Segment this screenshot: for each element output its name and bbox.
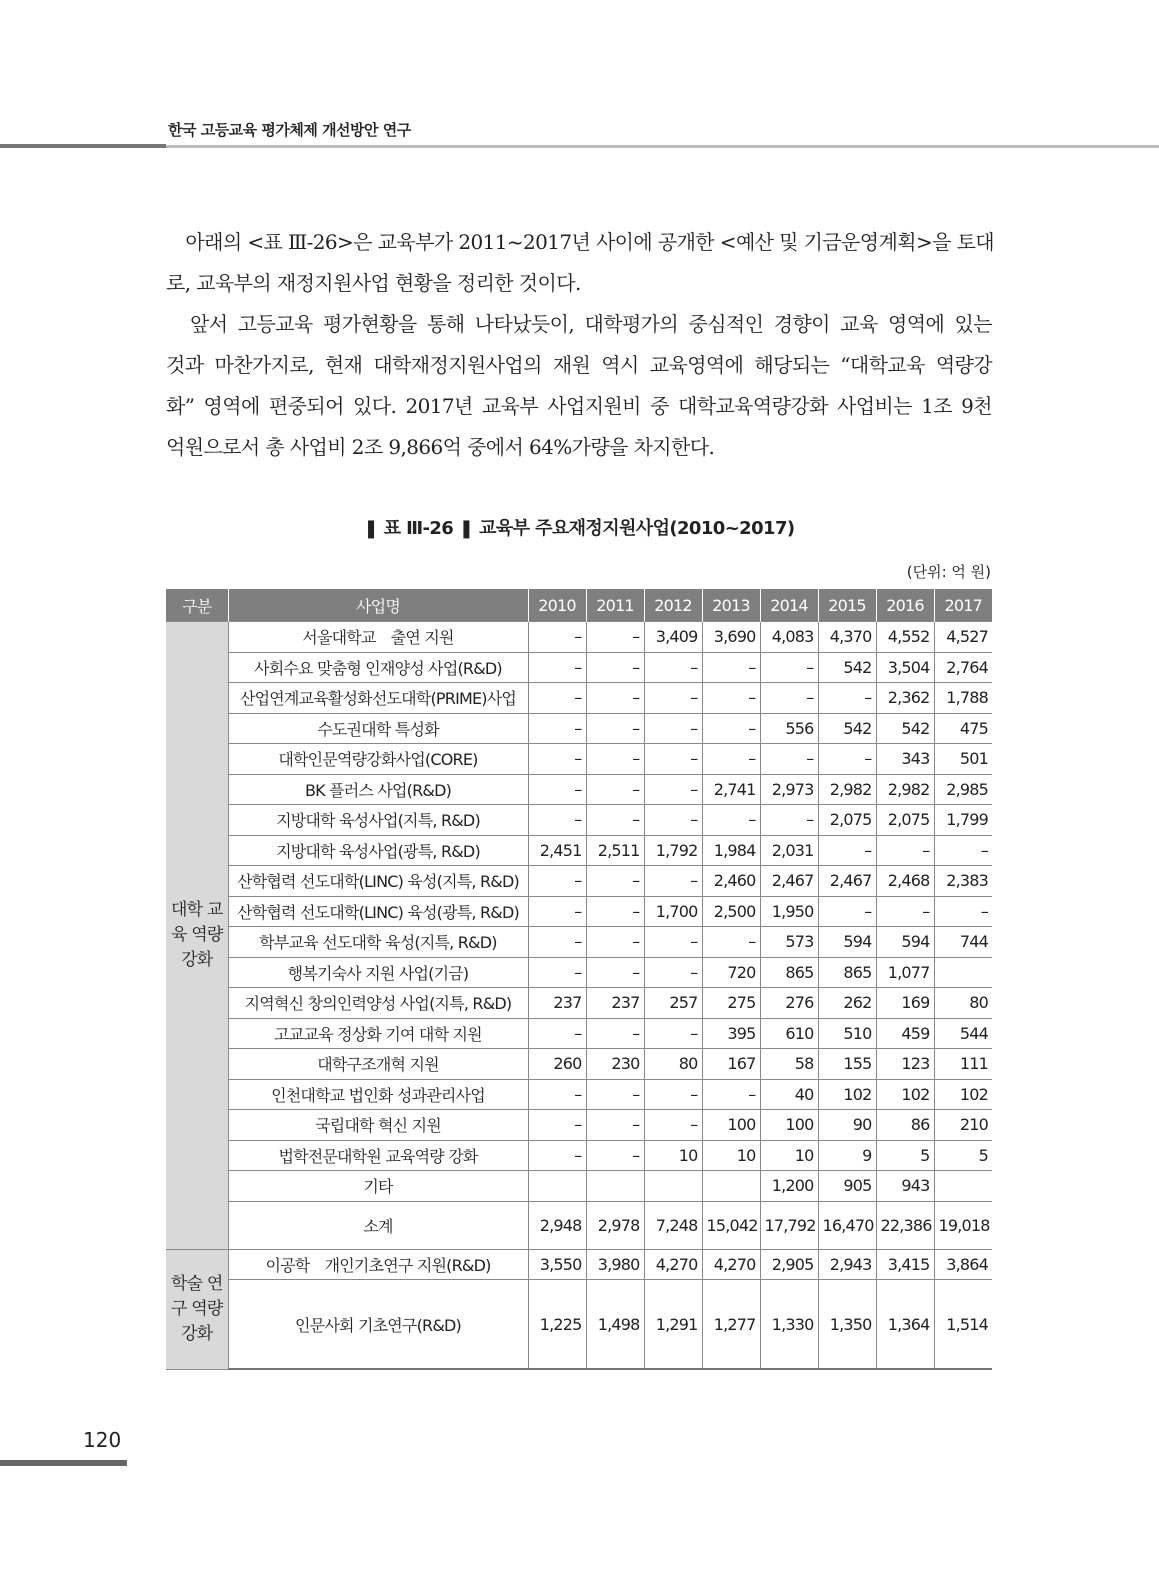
value-cell: 744	[934, 927, 992, 958]
value-cell: –	[760, 683, 818, 714]
value-cell: 1,291	[644, 1280, 702, 1370]
value-cell: –	[818, 744, 876, 775]
program-name: 서울대학교 출연 지원	[228, 622, 528, 653]
program-name: 국립대학 혁신 지원	[228, 1110, 528, 1141]
value-cell: 556	[760, 713, 818, 744]
value-cell: 86	[876, 1110, 934, 1141]
value-cell: 2,511	[586, 835, 644, 866]
value-cell: 80	[644, 1049, 702, 1080]
value-cell: 167	[702, 1049, 760, 1080]
value-cell	[934, 1171, 992, 1202]
value-cell: 7,248	[644, 1201, 702, 1249]
program-name: 사회수요 맞춤형 인재양성 사업(R&D)	[228, 652, 528, 683]
paragraph-line: 것과 마찬가지로, 현재 대학재정지원사업의 재원 역시 교육영역에 해당되는 “대학교육 역량강	[166, 353, 992, 377]
value-cell: 1,792	[644, 835, 702, 866]
value-cell: 100	[702, 1110, 760, 1141]
column-header: 사업명	[228, 589, 528, 622]
paragraph-line: 화” 영역에 편중되어 있다. 2017년 교육부 사업지원비 중 대학교육역량강화 사업비는 1조 9천	[166, 394, 992, 418]
table-unit: (단위: 억 원)	[906, 563, 991, 581]
value-cell: 237	[586, 988, 644, 1019]
column-header: 2017	[934, 589, 992, 622]
column-header: 2014	[760, 589, 818, 622]
value-cell: 155	[818, 1049, 876, 1080]
table-row	[166, 896, 992, 927]
value-cell: 573	[760, 927, 818, 958]
table-row	[166, 1171, 992, 1202]
value-cell: 510	[818, 1018, 876, 1049]
value-cell: –	[644, 927, 702, 958]
value-cell: –	[702, 805, 760, 836]
table-row	[166, 683, 992, 714]
value-cell: 3,980	[586, 1249, 644, 1280]
value-cell: 16,470	[818, 1201, 876, 1249]
table-row	[166, 652, 992, 683]
value-cell: 123	[876, 1049, 934, 1080]
value-cell: –	[528, 896, 586, 927]
value-cell: 100	[760, 1110, 818, 1141]
column-header: 2016	[876, 589, 934, 622]
table-row	[166, 1110, 992, 1141]
value-cell: 459	[876, 1018, 934, 1049]
table-row	[166, 1049, 992, 1080]
column-header: 구분	[166, 589, 228, 622]
value-cell: 594	[818, 927, 876, 958]
value-cell: –	[702, 1079, 760, 1110]
value-cell: 1,788	[934, 683, 992, 714]
value-cell: 2,985	[934, 774, 992, 805]
value-cell: –	[760, 805, 818, 836]
value-cell: 1,225	[528, 1280, 586, 1370]
table-row	[166, 713, 992, 744]
value-cell: 1,498	[586, 1280, 644, 1370]
value-cell: 905	[818, 1171, 876, 1202]
footer-rule	[0, 1460, 127, 1466]
value-cell: –	[644, 866, 702, 897]
value-cell: 542	[876, 713, 934, 744]
table-row	[166, 622, 992, 653]
value-cell: –	[528, 866, 586, 897]
table-caption: ❚ 표 Ⅲ-26 ❚ 교육부 주요재정지원사업(2010~2017)	[363, 518, 795, 539]
value-cell: 542	[818, 652, 876, 683]
value-cell: 2,467	[818, 866, 876, 897]
table-row	[166, 805, 992, 836]
value-cell: –	[586, 1018, 644, 1049]
value-cell: 1,700	[644, 896, 702, 927]
value-cell: 2,460	[702, 866, 760, 897]
value-cell: –	[528, 622, 586, 653]
value-cell: –	[528, 713, 586, 744]
value-cell: 4,083	[760, 622, 818, 653]
value-cell: –	[586, 622, 644, 653]
value-cell: 102	[934, 1079, 992, 1110]
value-cell: 475	[934, 713, 992, 744]
value-cell: 3,690	[702, 622, 760, 653]
value-cell: –	[528, 957, 586, 988]
value-cell: 2,451	[528, 835, 586, 866]
header-rule	[0, 144, 166, 148]
table-row	[166, 866, 992, 897]
value-cell: 9	[818, 1140, 876, 1171]
program-name: 지방대학 육성사업(지특, R&D)	[228, 805, 528, 836]
value-cell: 2,982	[876, 774, 934, 805]
value-cell: 2,467	[760, 866, 818, 897]
value-cell: –	[702, 683, 760, 714]
value-cell: 2,075	[818, 805, 876, 836]
value-cell: 260	[528, 1049, 586, 1080]
value-cell: –	[818, 683, 876, 714]
program-name: 행복기숙사 지원 사업(기금)	[228, 957, 528, 988]
column-header: 2013	[702, 589, 760, 622]
table-row	[166, 1018, 992, 1049]
value-cell: 58	[760, 1049, 818, 1080]
value-cell: 111	[934, 1049, 992, 1080]
value-cell: 395	[702, 1018, 760, 1049]
value-cell: –	[644, 1079, 702, 1110]
value-cell: –	[586, 744, 644, 775]
value-cell: 2,982	[818, 774, 876, 805]
value-cell: 1,330	[760, 1280, 818, 1370]
value-cell: –	[586, 652, 644, 683]
value-cell: 237	[528, 988, 586, 1019]
value-cell: 2,383	[934, 866, 992, 897]
value-cell: –	[528, 1110, 586, 1141]
value-cell: –	[586, 1110, 644, 1141]
value-cell: –	[586, 957, 644, 988]
table-row	[166, 1280, 992, 1370]
value-cell: 3,504	[876, 652, 934, 683]
value-cell: 1,799	[934, 805, 992, 836]
value-cell: –	[876, 896, 934, 927]
category-cell: 대학 교육 역량 강화	[166, 622, 228, 1250]
program-name: 산학협력 선도대학(LINC) 육성(지특, R&D)	[228, 866, 528, 897]
value-cell: 865	[760, 957, 818, 988]
program-name: BK 플러스 사업(R&D)	[228, 774, 528, 805]
program-name: 대학구조개혁 지원	[228, 1049, 528, 1080]
program-name: 이공학 개인기초연구 지원(R&D)	[228, 1249, 528, 1280]
column-header: 2011	[586, 589, 644, 622]
value-cell: –	[644, 1018, 702, 1049]
value-cell: 2,973	[760, 774, 818, 805]
value-cell: 2,362	[876, 683, 934, 714]
value-cell: –	[644, 713, 702, 744]
value-cell: 501	[934, 744, 992, 775]
program-name: 고교교육 정상화 기여 대학 지원	[228, 1018, 528, 1049]
value-cell: –	[528, 805, 586, 836]
value-cell: –	[586, 1079, 644, 1110]
value-cell: 102	[818, 1079, 876, 1110]
value-cell: 2,905	[760, 1249, 818, 1280]
value-cell: 4,552	[876, 622, 934, 653]
program-name: 지방대학 육성사업(광특, R&D)	[228, 835, 528, 866]
table-header-row	[166, 589, 992, 622]
value-cell: 257	[644, 988, 702, 1019]
value-cell: 10	[760, 1140, 818, 1171]
value-cell: –	[760, 744, 818, 775]
table-row	[166, 927, 992, 958]
value-cell: –	[528, 652, 586, 683]
value-cell: 5	[934, 1140, 992, 1171]
value-cell: 1,950	[760, 896, 818, 927]
value-cell: 3,864	[934, 1249, 992, 1280]
value-cell: 15,042	[702, 1201, 760, 1249]
value-cell: –	[644, 805, 702, 836]
value-cell: 2,075	[876, 805, 934, 836]
value-cell: –	[586, 683, 644, 714]
paragraph-line: 아래의 <표 Ⅲ-26>은 교육부가 2011~2017년 사이에 공개한 <예산 및 기금운영계획>을 토대	[166, 230, 995, 254]
value-cell: 3,409	[644, 622, 702, 653]
value-cell: –	[586, 713, 644, 744]
value-cell: –	[702, 927, 760, 958]
value-cell: 610	[760, 1018, 818, 1049]
value-cell: 1,200	[760, 1171, 818, 1202]
paragraph	[166, 304, 992, 468]
value-cell: –	[818, 835, 876, 866]
program-name: 지역혁신 창의인력양성 사업(지특, R&D)	[228, 988, 528, 1019]
value-cell: –	[702, 744, 760, 775]
paragraph	[166, 222, 995, 304]
value-cell	[934, 957, 992, 988]
column-header: 2012	[644, 589, 702, 622]
value-cell: –	[644, 957, 702, 988]
table-row	[166, 957, 992, 988]
value-cell: –	[644, 652, 702, 683]
value-cell: 865	[818, 957, 876, 988]
value-cell: 1,277	[702, 1280, 760, 1370]
value-cell: –	[934, 896, 992, 927]
table-row	[166, 988, 992, 1019]
program-name: 수도권대학 특성화	[228, 713, 528, 744]
value-cell: 10	[644, 1140, 702, 1171]
program-name: 산학협력 선도대학(LINC) 육성(광특, R&D)	[228, 896, 528, 927]
value-cell: –	[528, 927, 586, 958]
table-row	[166, 1249, 992, 1280]
program-name: 대학인문역량강화사업(CORE)	[228, 744, 528, 775]
value-cell: –	[528, 1079, 586, 1110]
value-cell: 594	[876, 927, 934, 958]
value-cell: 544	[934, 1018, 992, 1049]
value-cell: 2,741	[702, 774, 760, 805]
table-row	[166, 1140, 992, 1171]
program-name: 기타	[228, 1171, 528, 1202]
value-cell: 275	[702, 988, 760, 1019]
table-row	[166, 774, 992, 805]
category-cell: 학술 연구 역량 강화	[166, 1249, 228, 1369]
value-cell: –	[528, 1018, 586, 1049]
column-header: 2010	[528, 589, 586, 622]
value-cell: 169	[876, 988, 934, 1019]
paragraph-line: 앞서 고등교육 평가현황을 통해 나타났듯이, 대학평가의 중심적인 경향이 교육 영역에 있는	[166, 312, 992, 336]
value-cell: 1,077	[876, 957, 934, 988]
value-cell: 720	[702, 957, 760, 988]
value-cell: 1,350	[818, 1280, 876, 1370]
funding-table	[166, 589, 992, 1370]
paragraph-line: 로, 교육부의 재정지원사업 현황을 정리한 것이다.	[166, 271, 581, 295]
value-cell: –	[760, 652, 818, 683]
value-cell: –	[818, 896, 876, 927]
value-cell: –	[644, 774, 702, 805]
value-cell: 276	[760, 988, 818, 1019]
value-cell: 22,386	[876, 1201, 934, 1249]
value-cell: –	[644, 1110, 702, 1141]
value-cell: –	[644, 744, 702, 775]
value-cell: –	[586, 1140, 644, 1171]
value-cell: –	[644, 683, 702, 714]
value-cell: –	[702, 652, 760, 683]
value-cell: –	[528, 683, 586, 714]
program-name: 법학전문대학원 교육역량 강화	[228, 1140, 528, 1171]
body-text	[166, 222, 995, 468]
value-cell: –	[586, 896, 644, 927]
page-number: 120	[83, 1428, 122, 1452]
value-cell: 102	[876, 1079, 934, 1110]
value-cell: 1,514	[934, 1280, 992, 1370]
value-cell: 2,764	[934, 652, 992, 683]
paragraph-line: 억원으로서 총 사업비 2조 9,866억 중에서 64%가량을 차지한다.	[166, 435, 715, 459]
value-cell: 2,500	[702, 896, 760, 927]
table-row	[166, 744, 992, 775]
program-name: 학부교육 선도대학 육성(지특, R&D)	[228, 927, 528, 958]
value-cell: 943	[876, 1171, 934, 1202]
value-cell: –	[876, 835, 934, 866]
value-cell: –	[702, 713, 760, 744]
value-cell: 2,978	[586, 1201, 644, 1249]
value-cell	[702, 1171, 760, 1202]
running-head: 한국 고등교육 평가체제 개선방안 연구	[168, 121, 411, 139]
value-cell	[528, 1171, 586, 1202]
value-cell: 3,415	[876, 1249, 934, 1280]
value-cell: 262	[818, 988, 876, 1019]
header-rule-light	[166, 145, 1159, 148]
value-cell: 80	[934, 988, 992, 1019]
value-cell: 2,468	[876, 866, 934, 897]
value-cell: 3,550	[528, 1249, 586, 1280]
subtotal-row	[166, 1201, 992, 1249]
value-cell: 90	[818, 1110, 876, 1141]
program-name: 산업연계교육활성화선도대학(PRIME)사업	[228, 683, 528, 714]
value-cell: 2,031	[760, 835, 818, 866]
value-cell: 542	[818, 713, 876, 744]
value-cell	[586, 1171, 644, 1202]
value-cell: 1,364	[876, 1280, 934, 1370]
column-header: 2015	[818, 589, 876, 622]
value-cell: 4,270	[702, 1249, 760, 1280]
value-cell: 4,527	[934, 622, 992, 653]
value-cell: 40	[760, 1079, 818, 1110]
table-row	[166, 835, 992, 866]
value-cell: 19,018	[934, 1201, 992, 1249]
value-cell: 4,270	[644, 1249, 702, 1280]
table-row	[166, 1079, 992, 1110]
value-cell: 10	[702, 1140, 760, 1171]
value-cell: –	[528, 774, 586, 805]
program-name: 소계	[228, 1201, 528, 1249]
value-cell: 17,792	[760, 1201, 818, 1249]
value-cell: 343	[876, 744, 934, 775]
value-cell: 2,948	[528, 1201, 586, 1249]
value-cell: –	[586, 927, 644, 958]
value-cell	[644, 1171, 702, 1202]
value-cell: 210	[934, 1110, 992, 1141]
value-cell: 230	[586, 1049, 644, 1080]
value-cell: –	[934, 835, 992, 866]
value-cell: 4,370	[818, 622, 876, 653]
program-name: 인천대학교 법인화 성과관리사업	[228, 1079, 528, 1110]
value-cell: –	[586, 805, 644, 836]
value-cell: –	[586, 774, 644, 805]
value-cell: –	[586, 866, 644, 897]
value-cell: 1,984	[702, 835, 760, 866]
value-cell: –	[528, 744, 586, 775]
value-cell: 5	[876, 1140, 934, 1171]
value-cell: 2,943	[818, 1249, 876, 1280]
program-name: 인문사회 기초연구(R&D)	[228, 1280, 528, 1370]
value-cell: –	[528, 1140, 586, 1171]
